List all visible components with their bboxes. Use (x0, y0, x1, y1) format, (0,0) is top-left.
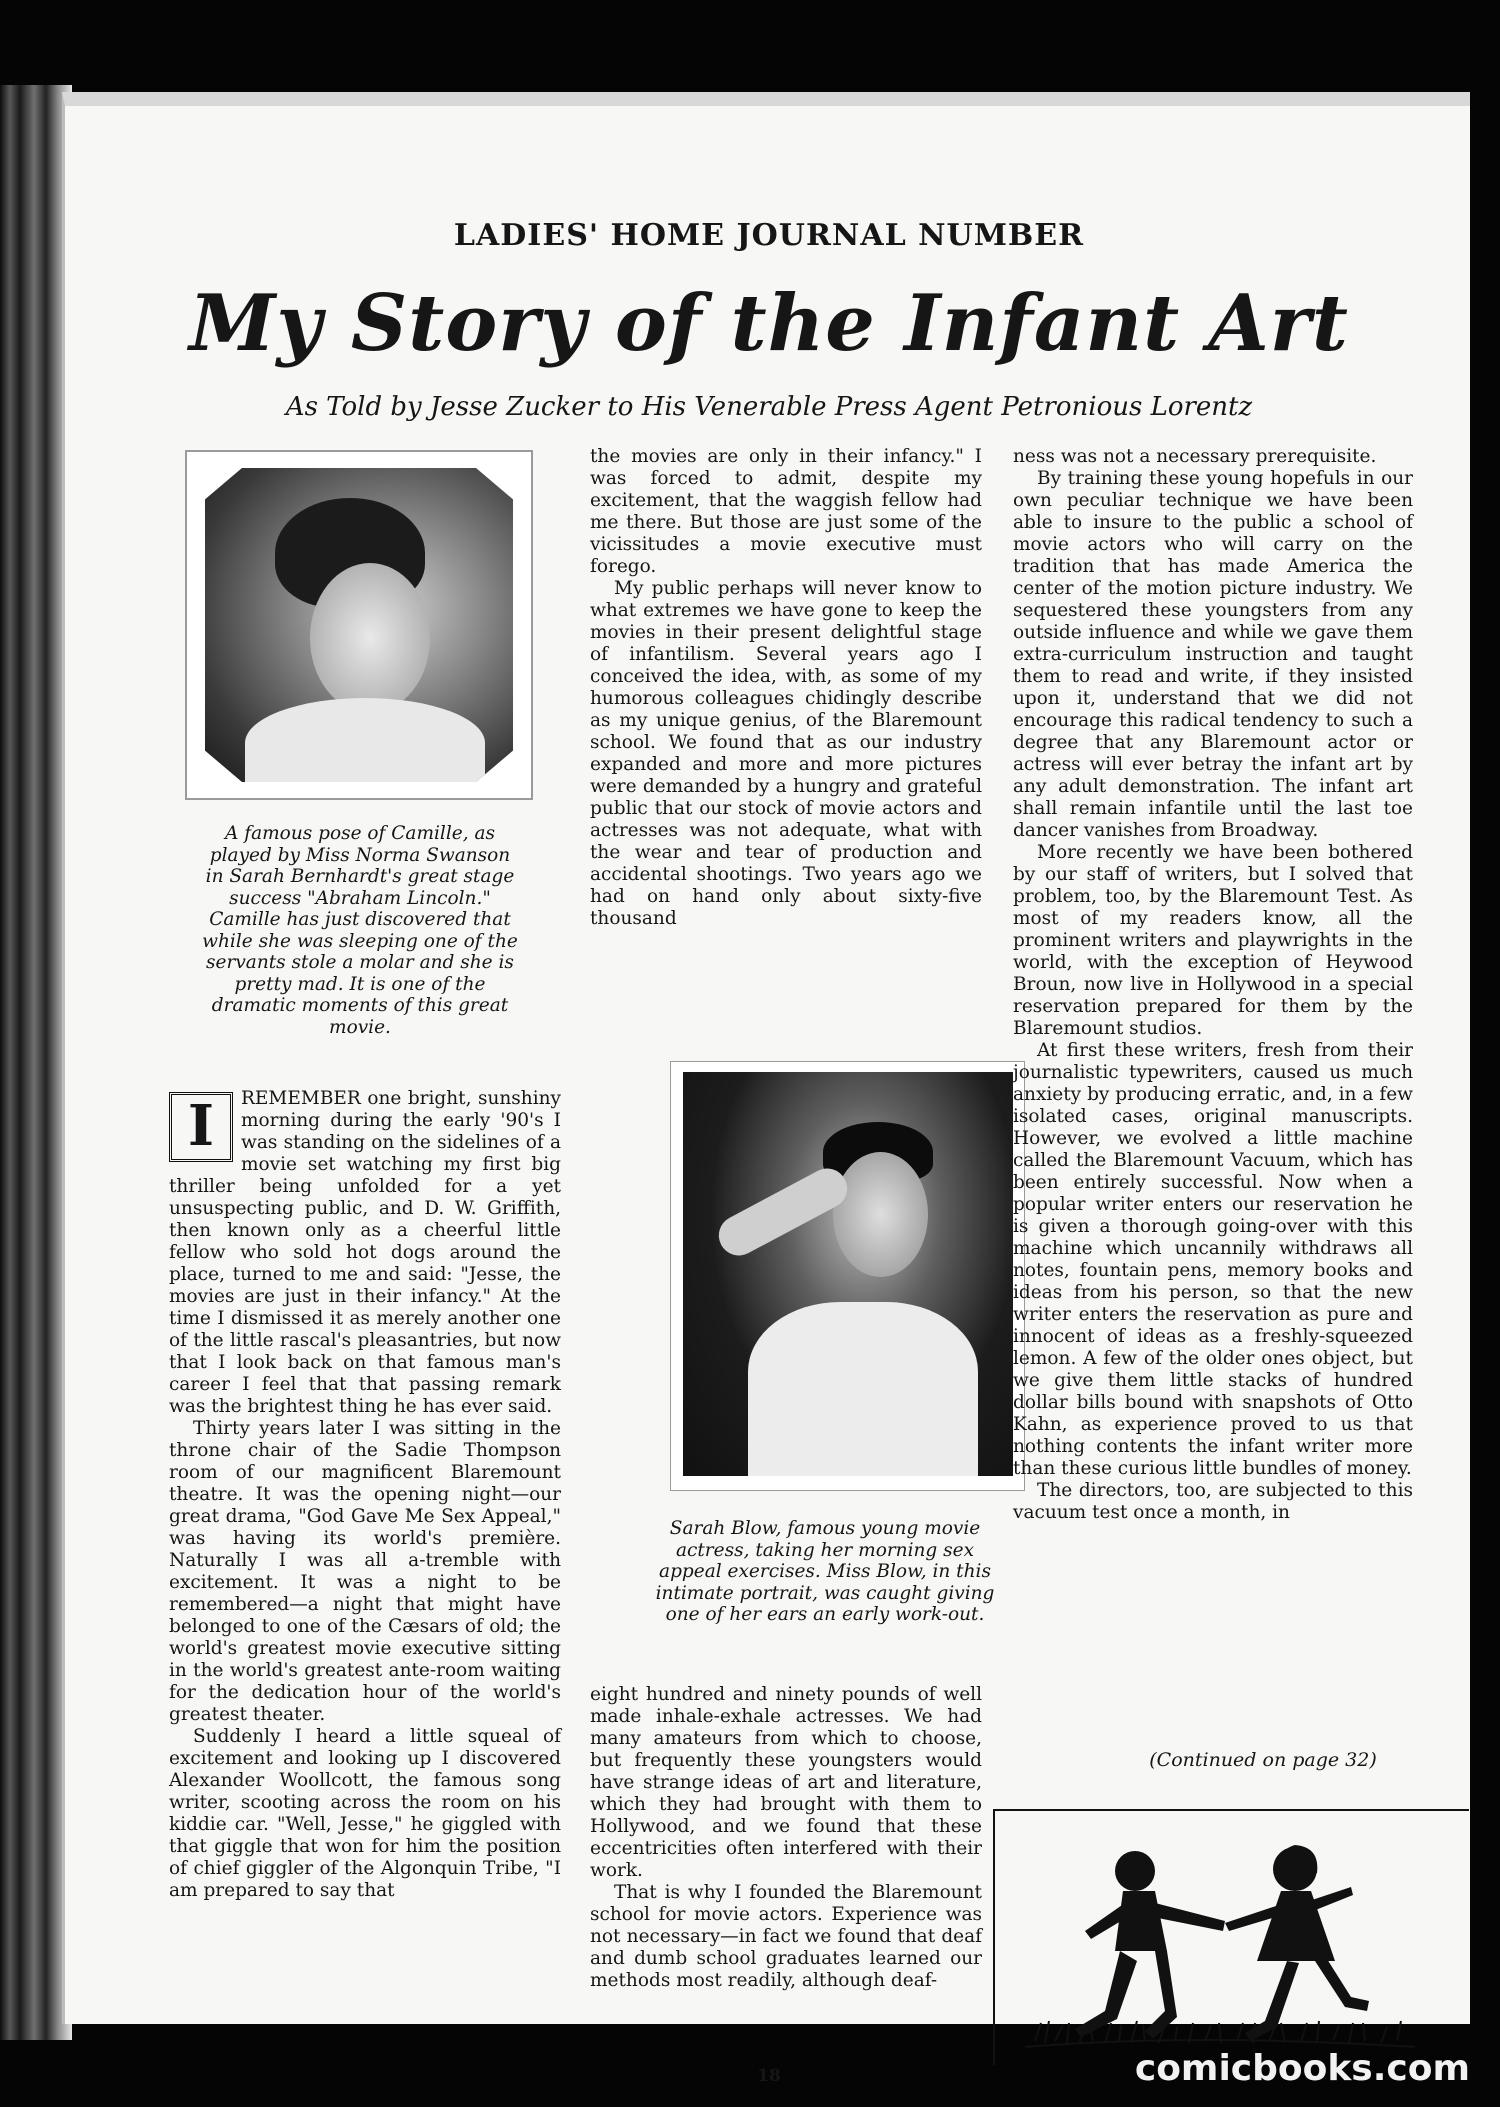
camille-photo (185, 450, 533, 800)
article-paragraph: ness was not a necessary prerequisite. (1013, 446, 1377, 467)
article-paragraph: That is why I founded the Blaremount school for movie actors. Experience was not necessary—in fact we found that deaf and dumb school graduates learned our methods most readily, although deaf- (590, 1882, 982, 1991)
article-column-1 (169, 1088, 561, 1902)
article-paragraph: Suddenly I heard a little squeal of excitement and looking up I discovered Alexander Woollcott, the famous song writer, scooting across the room on his kiddie car. "Well, Jesse," he giggled with that giggle that won for him the position of chief giggler of the Algonquin Tribe, "I am prepared to say that (169, 1726, 561, 1901)
photo1-caption: A famous pose of Camille, as played by Miss Norma Swanson in Sarah Bernhardt's great stage success "Abraham Lincoln." Camille has just discovered that while she was sleeping one of the servants stole a molar and she is pretty mad. It is one of the dramatic moments of this great movie. (202, 823, 518, 1038)
article-title: My Story of the Infant Art (189, 278, 1349, 369)
watermark: comicbooks.com (1134, 2048, 1470, 2089)
dancing-children-illustration (993, 1809, 1469, 2065)
article-paragraph: eight hundred and ninety pounds of well made inhale-exhale actresses. We had many amateurs from which to choose, but frequently these youngsters would have strange ideas of art and literature, which they had brought with them to Hollywood, and we found that these eccentricities often interfered with their work. (590, 1684, 982, 1881)
section-header: LADIES' HOME JOURNAL NUMBER (453, 218, 1085, 253)
article-column-3 (1013, 446, 1413, 1524)
page-number: 18 (757, 2066, 781, 2086)
article-paragraph: the movies are only in their infancy." I was forced to admit, despite my excitement, that the waggish fellow had me there. But those are just some of the vicissitudes a movie executive must forego. (590, 446, 982, 577)
article-column-2-top (590, 446, 982, 930)
byline: As Told by Jesse Zucker to His Venerable Press Agent Petronious Lorentz (285, 392, 1253, 422)
continued-note: (Continued on page 32) (1149, 1749, 1377, 1771)
article-paragraph: By training these young hopefuls in our own peculiar technique we have been able to insure to the public a school of movie actors who will carry on the tradition that has made America the center of the motion picture industry. We sequestered these youngsters from any outside influence and while we gave them extra-curriculum instruction and taught them to read and write, if they insisted upon it, understand that we did not encourage this radical tendency to such a degree that any Blaremount actor or actress will ever betray the infant art by any adult demonstration. The infant art shall remain infantile until the last toe dancer vanishes from Broadway. (1013, 468, 1413, 841)
drop-cap: I (169, 1092, 233, 1162)
article-paragraph: The directors, too, are subjected to this vacuum test once a month, in (1013, 1480, 1413, 1523)
article-paragraph: More recently we have been bothered by our staff of writers, but I solved that problem, too, by the Blaremount Test. As most of my readers know, all the prominent writers and playwrights in the world, with the exception of Heywood Broun, now live in Hollywood in a special reservation prepared for them by the Blaremount studios. (1013, 842, 1413, 1039)
sarah-blow-photo (670, 1061, 1025, 1491)
article-paragraph: I REMEMBER one bright, sunshiny morning during the early '90's I was standing on the sidelines of a movie set watching my first big thriller being unfolded for a yet unsuspecting public, and D. W. Griffith, then known only as a cheerful little fellow who sold hot dogs around the place, turned to me and said: "Jesse, the movies are just in their infancy." At the time I dismissed it as merely another one of the little rascal's pleasantries, but now that I look back on that famous man's career I feel that that passing remark was the brightest thing he has ever said. (169, 1088, 561, 1417)
silhouette-art (995, 1811, 1467, 2063)
article-column-2-bottom (590, 1684, 982, 1992)
article-paragraph: Thirty years later I was sitting in the throne chair of the Sadie Thompson room of our magnificent Blaremount theatre. It was the opening night—our great drama, "God Gave Me Sex Appeal," was having its world's première. Naturally I was all a-tremble with excitement. It was a night to be remembered—a night that might have belonged to one of the Cæsars of old; the world's greatest movie executive sitting in the world's greatest ante-room waiting for the dedication hour of the world's greatest theater. (169, 1418, 561, 1725)
article-paragraph: My public perhaps will never know to what extremes we have gone to keep the movies in their present delightful stage of infantilism. Several years ago I conceived the idea, with, as some of my humorous colleagues chidingly describe as my unique genius, of the Blaremount school. We found that as our industry expanded and more and more pictures were demanded by a hungry and grateful public that our stock of movie actors and actresses was not adequate, what with the wear and tear of production and accidental shootings. Two years ago we had on hand only about sixty-five thousand (590, 578, 982, 929)
article-paragraph: At first these writers, fresh from their journalistic typewriters, caused us much anxiety by producing erratic, and, in a few isolated cases, original manuscripts. However, we evolved a little machine called the Blaremount Vacuum, which has been entirely successful. Now when a popular writer enters our reservation he is given a thorough going-over with this machine which uncannily withdraws all notes, fountain pens, memory books and ideas from his person, so that the new writer enters the reservation as pure and innocent of ideas as a freshly-squeezed lemon. A few of the older ones object, but we give them little stacks of hundred dollar bills bound with snapshots of Otto Kahn, as experience proved to us that nothing contents the infant writer more than these curious little bundles of money. (1013, 1040, 1413, 1479)
photo2-caption: Sarah Blow, famous young movie actress, taking her morning sex appeal exercises. Miss Blow, in this intimate portrait, was caught giving one of her ears an early work-out. (655, 1518, 995, 1625)
